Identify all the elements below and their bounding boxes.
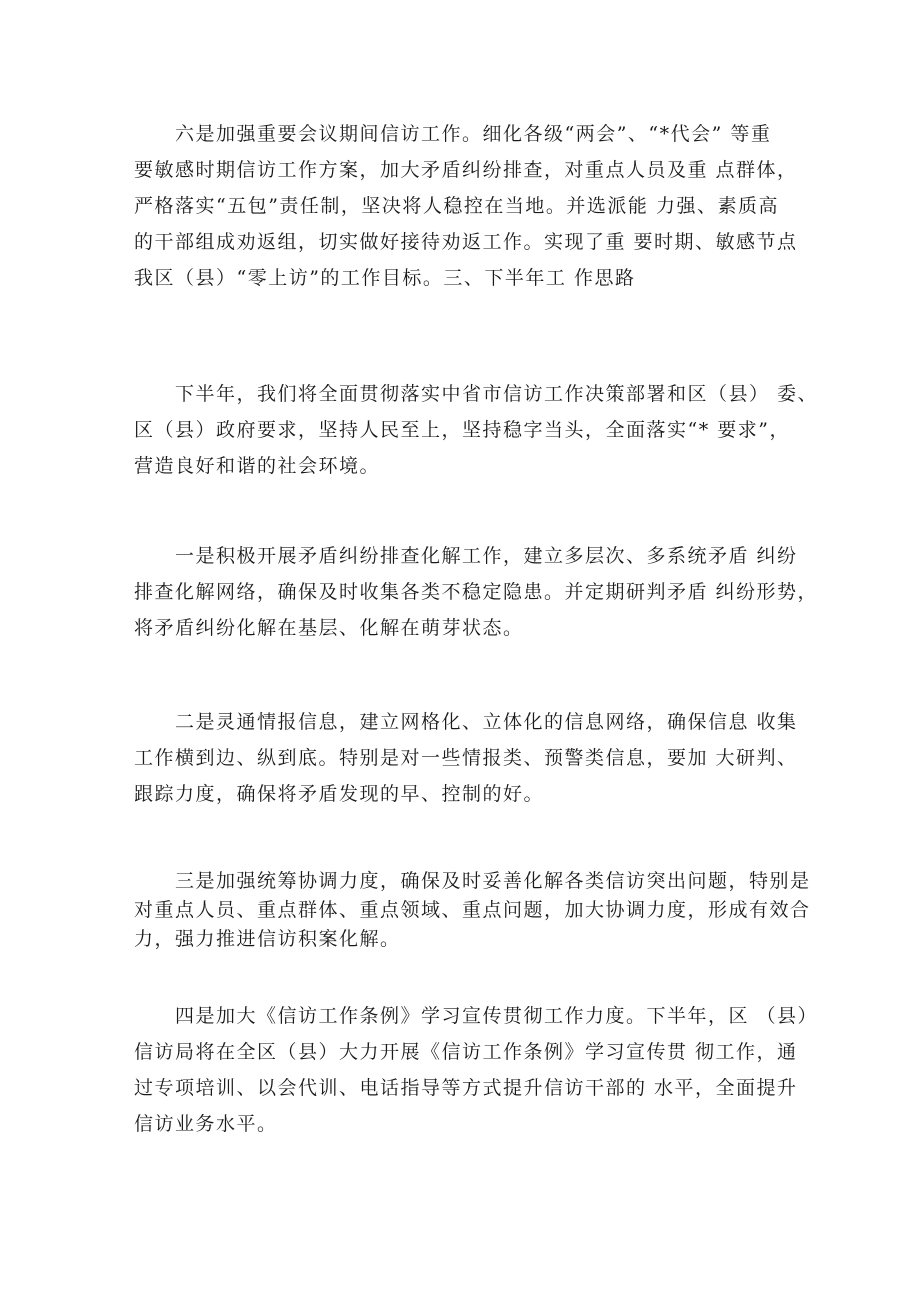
paragraph-four-regulations: [134, 998, 819, 1142]
text-line: 营造良好和谐的社会环境。: [134, 455, 381, 477]
paragraph-three-coordination: [134, 867, 811, 954]
text-line: 严格落实“五包”责任制，坚决将人稳控在当地。并选派能 力强、素质高: [134, 195, 779, 217]
text-line: 信访局将在全区（县）大力开展《信访工作条例》学习宣传贯 彻工作，通: [134, 1041, 798, 1063]
text-line: 信访业务水平。: [134, 1113, 278, 1135]
text-line: 排查化解网络，确保及时收集各类不稳定隐患。并定期研判矛盾 纠纷形势，: [134, 581, 819, 603]
text-line: 我区（县）“零上访”的工作目标。三、下半年工 作思路: [134, 267, 636, 289]
text-line: 力，强力推进信访积案化解。: [134, 928, 401, 950]
text-line: 对重点人员、重点群体、重点领域、重点问题，加大协调力度，形成有效合: [134, 899, 811, 921]
text-line: 下半年，我们将全面贯彻落实中省市信访工作决策部署和区（县） 委、: [134, 383, 819, 405]
paragraph-one-dispute-screening: [134, 538, 819, 646]
paragraph-two-intelligence: [134, 704, 798, 812]
text-line: 一是积极开展矛盾纠纷排查化解工作，建立多层次、多系统矛盾 纠纷: [134, 545, 798, 567]
text-line: 区（县）政府要求，坚持人民至上，坚持稳字当头，全面落实“* 要求”，: [134, 419, 790, 441]
paragraph-six-meetings: [134, 116, 798, 296]
text-line: 四是加大《信访工作条例》学习宣传贯彻工作力度。下半年，区 （县）: [134, 1005, 819, 1027]
text-line: 六是加强重要会议期间信访工作。细化各级“两会”、“*代会” 等重: [134, 123, 772, 145]
text-line: 过专项培训、以会代训、电话指导等方式提升信访干部的 水平，全面提升: [134, 1077, 798, 1099]
text-line: 工作横到边、纵到底。特别是对一些情报类、预警类信息，要加 大研判、: [134, 747, 798, 769]
text-line: 二是灵通情报信息，建立网格化、立体化的信息网络，确保信息 收集: [134, 711, 798, 733]
text-line: 将矛盾纠纷化解在基层、化解在萌芽状态。: [134, 617, 524, 639]
text-line: 的干部组成劝返组，切实做好接待劝返工作。实现了重 要时期、敏感节点: [134, 231, 798, 253]
paragraph-second-half-plan: [134, 376, 819, 484]
text-line: 三是加强统筹协调力度，确保及时妥善化解各类信访突出问题，特别是: [134, 870, 811, 892]
text-line: 要敏感时期信访工作方案，加大矛盾纠纷排查，对重点人员及重 点群体，: [134, 159, 798, 181]
text-line: 跟踪力度，确保将矛盾发现的早、控制的好。: [134, 783, 545, 805]
